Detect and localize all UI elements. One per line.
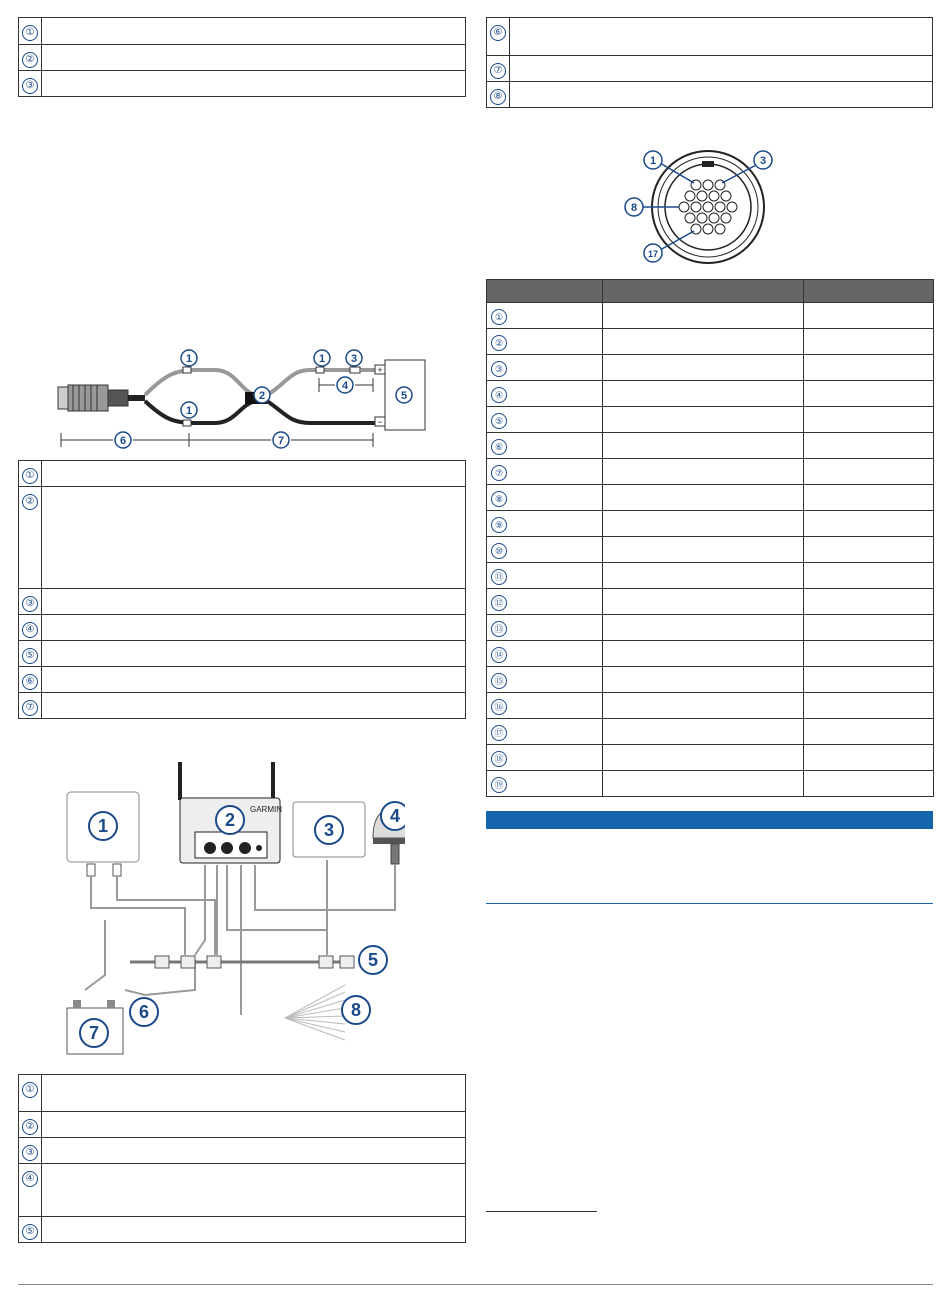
legend-table-top-left — [18, 17, 466, 97]
pin-row-18: ⑱ — [491, 751, 507, 767]
callout-5: ⑤ — [22, 1224, 38, 1240]
cable-callout-4: 4 — [341, 380, 349, 392]
system-callout-7: 7 — [88, 1023, 100, 1043]
pin-row-5: ⑤ — [491, 413, 507, 429]
page-footer-rule — [18, 1284, 933, 1285]
system-callout-8: 8 — [350, 1000, 362, 1020]
pin-row-6: ⑥ — [491, 439, 507, 455]
system-callout-4: 4 — [389, 806, 401, 826]
cable-callout-1a: 1 — [185, 353, 193, 365]
pin-row-15: ⑮ — [491, 673, 507, 689]
pin-row-4: ④ — [491, 387, 507, 403]
cable-callout-3: 3 — [350, 353, 358, 365]
device-brand-text: GARMIN — [250, 805, 282, 814]
pin-callout-3: 3 — [759, 155, 767, 167]
callout-3: ③ — [22, 596, 38, 612]
callout-7: ⑦ — [22, 700, 38, 716]
pin-row-8: ⑧ — [491, 491, 507, 507]
pin-row-1: ① — [491, 309, 507, 325]
section-header-bar — [486, 811, 933, 829]
pinout-table-header — [487, 280, 934, 303]
callout-1: ① — [22, 25, 38, 41]
cable-callout-7: 7 — [277, 435, 285, 447]
footnote-rule — [486, 1211, 597, 1212]
pin-row-12: ⑫ — [491, 595, 507, 611]
pin-row-3: ③ — [491, 361, 507, 377]
callout-6: ⑥ — [490, 25, 506, 41]
callout-5: ⑤ — [22, 648, 38, 664]
cable-callout-2: 2 — [258, 390, 266, 402]
callout-1: ① — [22, 468, 38, 484]
callout-7: ⑦ — [490, 63, 506, 79]
power-cable-diagram — [55, 345, 430, 455]
pin-row-13: ⑬ — [491, 621, 507, 637]
callout-6: ⑥ — [22, 674, 38, 690]
cable-callout-6: 6 — [119, 435, 127, 447]
system-callout-5: 5 — [367, 950, 379, 970]
pin-row-11: ⑪ — [491, 569, 507, 585]
callout-1: ① — [22, 1082, 38, 1098]
pinout-table — [486, 279, 934, 797]
cable-callout-1c: 1 — [318, 353, 326, 365]
system-wiring-diagram — [55, 760, 405, 1060]
pin-row-17: ⑰ — [491, 725, 507, 741]
pin-row-14: ⑭ — [491, 647, 507, 663]
section-divider — [486, 903, 933, 904]
legend-table-bottom-left — [18, 1074, 466, 1243]
callout-4: ④ — [22, 1171, 38, 1187]
system-callout-2: 2 — [224, 810, 236, 830]
callout-2: ② — [22, 52, 38, 68]
pin-row-19: ⑲ — [491, 777, 507, 793]
callout-2: ② — [22, 494, 38, 510]
system-callout-1: 1 — [97, 816, 109, 836]
callout-4: ④ — [22, 622, 38, 638]
pin-callout-8: 8 — [630, 202, 638, 214]
positive-terminal-label: + — [377, 365, 383, 375]
pin-row-16: ⑯ — [491, 699, 507, 715]
callout-2: ② — [22, 1119, 38, 1135]
pin-callout-17: 17 — [647, 249, 659, 259]
pin-row-2: ② — [491, 335, 507, 351]
callout-8: ⑧ — [490, 89, 506, 105]
callout-3: ③ — [22, 78, 38, 94]
callout-3: ③ — [22, 1145, 38, 1161]
system-callout-6: 6 — [138, 1002, 150, 1022]
negative-terminal-label: − — [377, 417, 383, 427]
pin-row-10: ⑩ — [491, 543, 507, 559]
cable-callout-1b: 1 — [185, 405, 193, 417]
system-callout-3: 3 — [323, 820, 335, 840]
legend-table-mid-left — [18, 460, 466, 719]
pin-row-7: ⑦ — [491, 465, 507, 481]
pin-callout-1: 1 — [649, 155, 657, 167]
connector-pinout-diagram — [618, 145, 783, 270]
legend-table-top-right — [486, 17, 933, 108]
cable-callout-5: 5 — [400, 390, 408, 402]
pin-row-9: ⑨ — [491, 517, 507, 533]
